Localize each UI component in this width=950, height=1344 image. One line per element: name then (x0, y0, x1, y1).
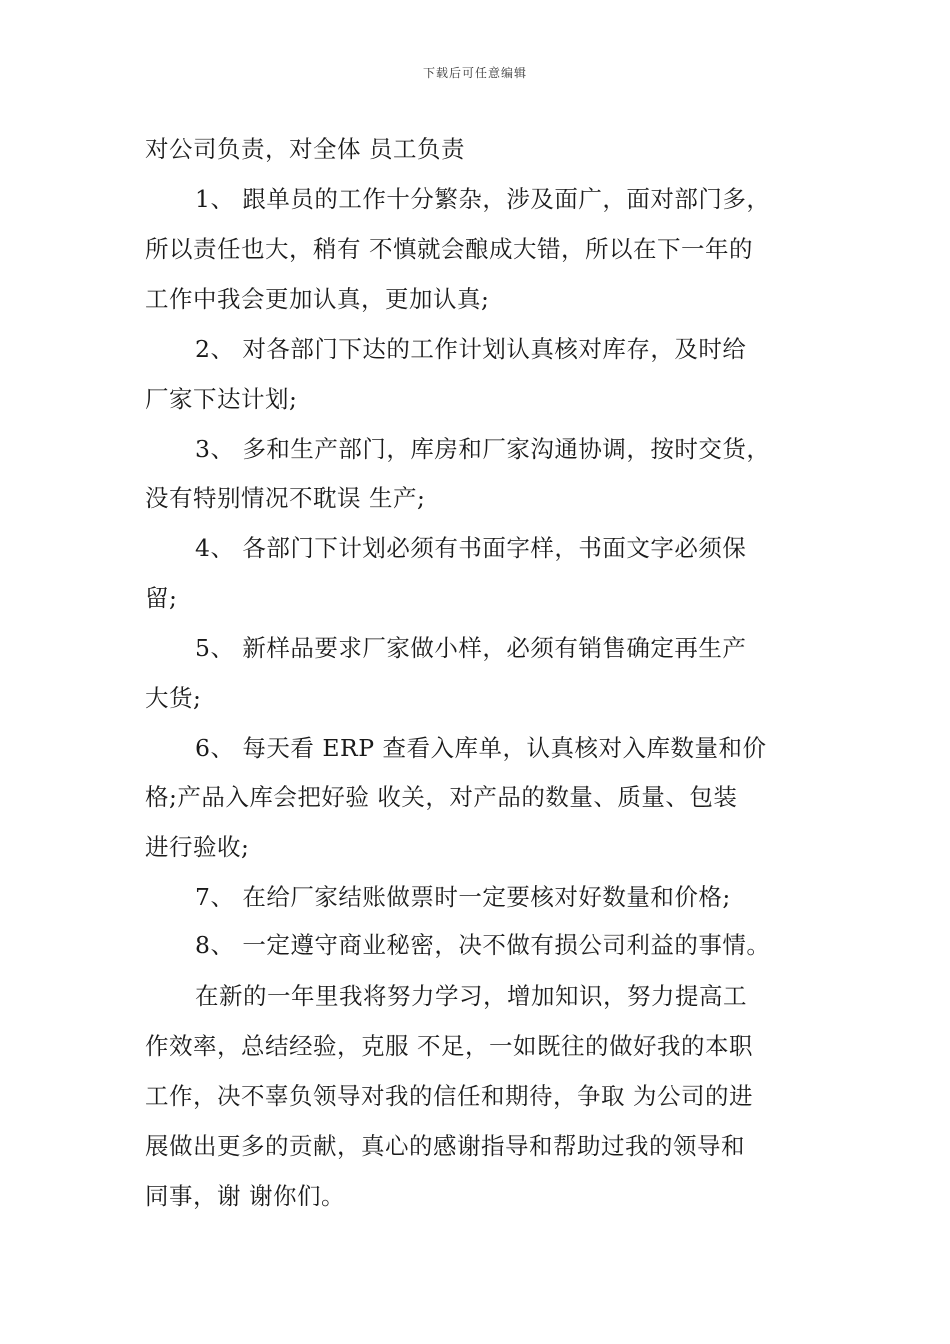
text-line: 工作中我会更加认真，更加认真; (145, 285, 490, 313)
list-item-1: 1、 跟单员的工作十分繁杂，涉及面广，面对部门多， (195, 185, 771, 213)
text-line: 进行验收; (145, 833, 250, 861)
list-item-8: 8、 一定遵守商业秘密，决不做有损公司利益的事情。 (195, 931, 771, 959)
list-item-4: 4、 各部门下计划必须有书面字样，书面文字必须保 (195, 534, 747, 562)
list-item-7: 7、 在给厂家结账做票时一定要核对好数量和价格; (195, 883, 731, 911)
page-header: 下载后可任意编辑 (422, 66, 527, 80)
list-item-6: 6、 每天看 ERP 查看入库单，认真核对入库数量和价 (195, 734, 767, 762)
text-line: 对公司负责，对全体 员工负责 (145, 135, 465, 163)
text-line: 展做出更多的贡献，真心的感谢指导和帮助过我的领导和 (145, 1132, 745, 1160)
text-line: 所以责任也大，稍有 不慎就会酿成大错，所以在下一年的 (145, 235, 753, 263)
text-line: 同事，谢 谢你们。 (145, 1182, 345, 1210)
list-item-5: 5、 新样品要求厂家做小样，必须有销售确定再生产 (195, 634, 747, 662)
text-line: 作效率，总结经验，克服 不足，一如既往的做好我的本职 (145, 1032, 753, 1060)
text-line: 大货; (145, 684, 202, 712)
list-item-2: 2、 对各部门下达的工作计划认真核对库存，及时给 (195, 335, 747, 363)
text-line: 没有特别情况不耽误 生产; (145, 484, 426, 512)
text-line: 工作，决不辜负领导对我的信任和期待，争取 为公司的进 (145, 1082, 753, 1110)
text-line: 留; (145, 584, 178, 612)
list-item-3: 3、 多和生产部门，库房和厂家沟通协调，按时交货， (195, 435, 771, 463)
closing-paragraph: 在新的一年里我将努力学习，增加知识，努力提高工 (195, 982, 747, 1010)
text-line: 格;产品入库会把好验 收关，对产品的数量、质量、包装 (145, 783, 738, 811)
text-line: 厂家下达计划; (145, 385, 298, 413)
